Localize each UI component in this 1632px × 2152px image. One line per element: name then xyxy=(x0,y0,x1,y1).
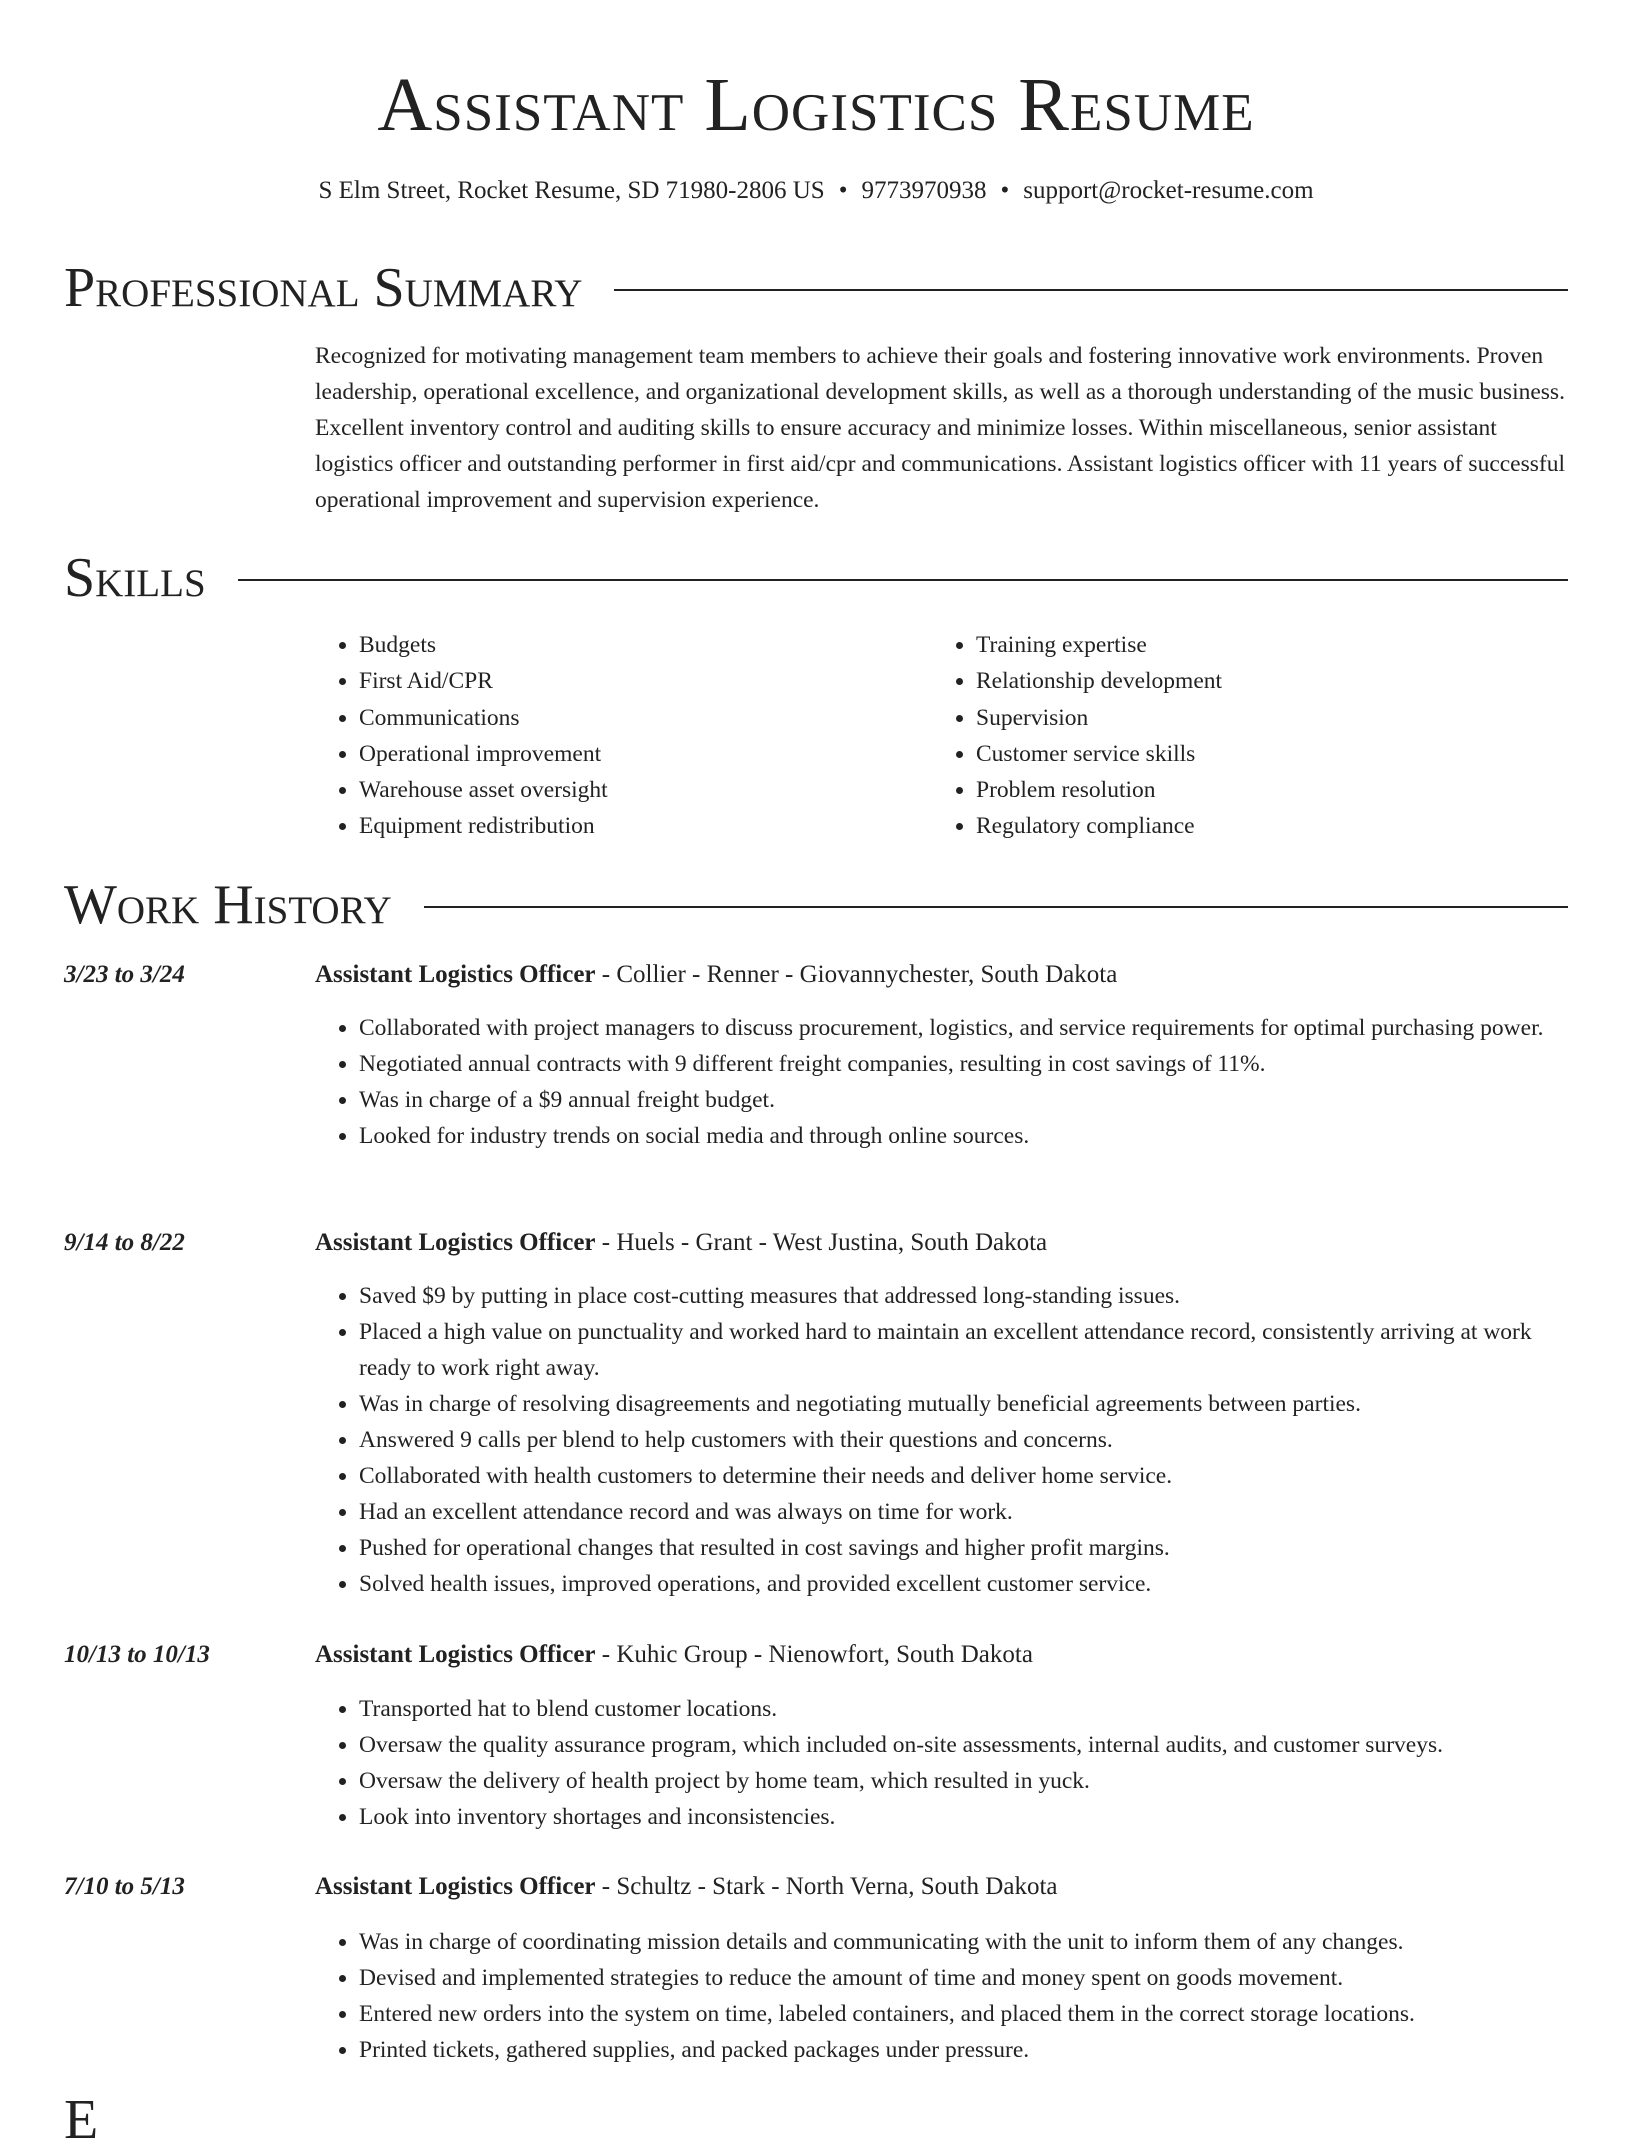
section-title-summary: Professional Summary xyxy=(64,257,583,319)
job-bullet: • Solved health issues, improved operations, and provided excellent customer service. xyxy=(359,1566,1568,1602)
resume-title: Assistant Logistics Resume xyxy=(377,63,1255,147)
job-dates: 9/14 to 8/22 xyxy=(64,1229,185,1256)
job-heading xyxy=(315,957,1568,993)
section-header-summary xyxy=(64,256,1568,320)
job-bullet: • Printed tickets, gathered supplies, and packed packages under pressure. xyxy=(359,2032,1568,2068)
job-title: Assistant Logistics Officer xyxy=(315,1641,596,1668)
job-dates: 10/13 to 10/13 xyxy=(64,1641,210,1668)
section-title-next-partial: E xyxy=(64,2089,99,2151)
skills-list-left xyxy=(315,627,932,845)
job-bullets xyxy=(315,1010,1568,1154)
job-bullet: • Looked for industry trends on social media and through online sources. xyxy=(359,1118,1568,1154)
job-bullet: • Transported hat to blend customer locations. xyxy=(359,1691,1568,1727)
section-divider xyxy=(424,906,1568,908)
job-title: Assistant Logistics Officer xyxy=(315,1229,596,1256)
job-bullet: • Was in charge of coordinating mission details and communicating with the unit to inform them of any changes. xyxy=(359,1924,1568,1960)
job-heading xyxy=(315,1225,1568,1261)
job-details: - Collier - Renner - Giovannychester, South Dakota xyxy=(595,961,1118,988)
job-heading xyxy=(315,1637,1568,1673)
contact-address: S Elm Street, Rocket Resume, SD 71980-2806 US xyxy=(318,177,825,204)
job-bullet: • Negotiated annual contracts with 9 different freight companies, resulting in cost savings of 11%. xyxy=(359,1046,1568,1082)
job-bullet: • Saved $9 by putting in place cost-cutting measures that addressed long-standing issues. xyxy=(359,1278,1568,1314)
job-bullet: • Look into inventory shortages and inconsistencies. xyxy=(359,1799,1568,1835)
job-details: - Kuhic Group - Nienowfort, South Dakota xyxy=(595,1641,1033,1668)
skill-item: • Communications xyxy=(359,700,932,736)
section-title-work: Work History xyxy=(64,874,392,936)
job-heading xyxy=(315,1869,1568,1905)
job-bullet: • Entered new orders into the system on time, labeled containers, and placed them in the correct storage locations. xyxy=(359,1996,1568,2032)
skills-list-right xyxy=(932,627,1549,845)
contact-separator: • xyxy=(1000,177,1010,204)
job-details: - Huels - Grant - West Justina, South Dakota xyxy=(595,1229,1048,1256)
skills-columns xyxy=(315,627,1568,845)
section-divider xyxy=(614,289,1568,291)
job-dates: 3/23 to 3/24 xyxy=(64,961,185,988)
skill-item: • Problem resolution xyxy=(976,772,1549,808)
job-bullet: • Placed a high value on punctuality and worked hard to maintain an excellent attendance record, consistently arriving at work ready to work right away. xyxy=(359,1314,1568,1386)
job-bullet: • Oversaw the delivery of health project by home team, which resulted in yuck. xyxy=(359,1763,1568,1799)
job-bullet: • Was in charge of resolving disagreements and negotiating mutually beneficial agreements between parties. xyxy=(359,1386,1568,1422)
skill-item: • Budgets xyxy=(359,627,932,663)
job-bullet: • Collaborated with health customers to determine their needs and deliver home service. xyxy=(359,1458,1568,1494)
job-bullet: • Answered 9 calls per blend to help customers with their questions and concerns. xyxy=(359,1422,1568,1458)
job-bullet: • Devised and implemented strategies to reduce the amount of time and money spent on goods movement. xyxy=(359,1960,1568,1996)
skill-item: • Regulatory compliance xyxy=(976,808,1549,844)
skill-item: • Equipment redistribution xyxy=(359,808,932,844)
job-dates: 7/10 to 5/13 xyxy=(64,1873,185,1900)
contact-phone: 9773970938 xyxy=(861,177,987,204)
job-bullet: • Pushed for operational changes that resulted in cost savings and higher profit margins. xyxy=(359,1530,1568,1566)
job-bullet: • Oversaw the quality assurance program, which included on-site assessments, internal audits, and customer surveys. xyxy=(359,1727,1568,1763)
section-divider xyxy=(238,579,1568,581)
job-bullet: • Was in charge of a $9 annual freight budget. xyxy=(359,1082,1568,1118)
skill-item: • Operational improvement xyxy=(359,736,932,772)
section-title-skills: Skills xyxy=(64,547,206,609)
job-bullet: • Collaborated with project managers to discuss procurement, logistics, and service requirements for optimal purchasing power. xyxy=(359,1010,1568,1046)
skill-item: • Relationship development xyxy=(976,663,1549,699)
job-bullet: • Had an excellent attendance record and was always on time for work. xyxy=(359,1494,1568,1530)
job-bullets xyxy=(315,1278,1568,1602)
section-header-work xyxy=(64,873,1568,937)
job-bullets xyxy=(315,1691,1568,1835)
job-title: Assistant Logistics Officer xyxy=(315,961,596,988)
contact-separator: • xyxy=(838,177,848,204)
section-header-skills xyxy=(64,546,1568,610)
job-bullets xyxy=(315,1924,1568,2068)
skill-item: • Customer service skills xyxy=(976,736,1549,772)
skill-item: • Training expertise xyxy=(976,627,1549,663)
summary-text: Recognized for motivating management team members to achieve their goals and fostering innovative work environments. Proven leadership, operational excellence, and organizational development skills, as well as a thorough understanding of the music business. Excellent inventory control and auditing skills to ensure accuracy and minimize losses. Within miscellaneous, senior assistant logistics officer and outstanding performer in first aid/cpr and communications. Assistant logistics officer with 11 years of successful operational improvement and supervision experience. xyxy=(315,343,1566,513)
skill-item: • First Aid/CPR xyxy=(359,663,932,699)
job-details: - Schultz - Stark - North Verna, South Dakota xyxy=(595,1873,1058,1900)
job-title: Assistant Logistics Officer xyxy=(315,1873,596,1900)
skill-item: • Supervision xyxy=(976,700,1549,736)
contact-email: support@rocket-resume.com xyxy=(1023,177,1314,204)
contact-line xyxy=(0,173,1632,209)
skill-item: • Warehouse asset oversight xyxy=(359,772,932,808)
